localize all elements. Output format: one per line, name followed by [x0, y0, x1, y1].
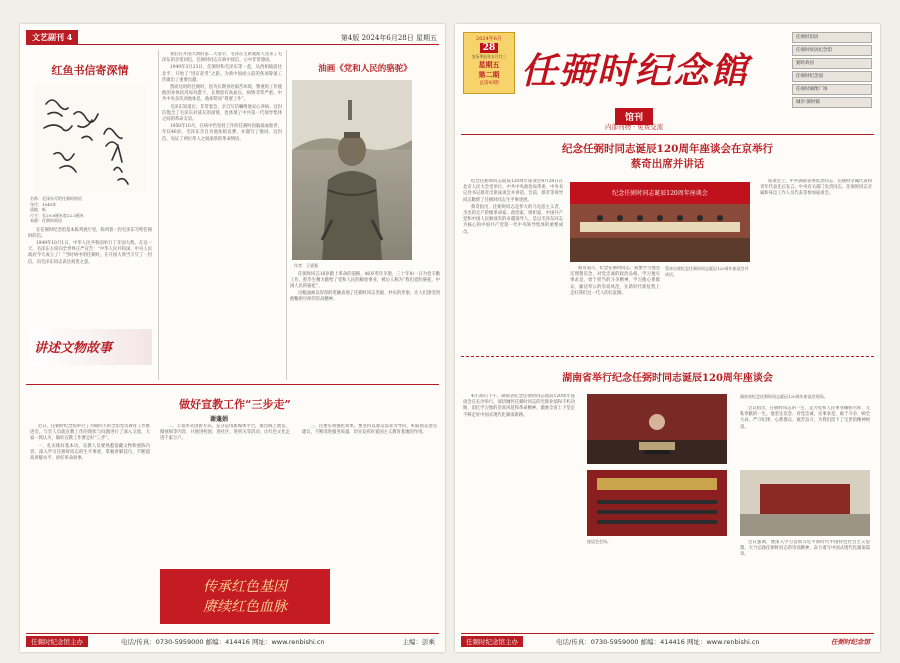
article2-title: 湖南省举行纪念任弼时同志诞辰120周年座谈会	[562, 373, 773, 384]
date-year: 2024年6月	[476, 36, 502, 42]
caption-line: 质地：纸	[30, 207, 46, 212]
left-footer	[26, 633, 439, 648]
left-page	[20, 24, 445, 652]
letter-image	[34, 84, 146, 192]
issue-info: 第4版 2024年6月28日 星期五	[340, 34, 437, 42]
article2-col1	[30, 424, 150, 630]
footer-logo: 任弼时纪念馆	[831, 638, 870, 646]
paragraph: 座谈会上，中共湖南省委负责同志、任弼时亲属代表和青年代表先后发言。中央有关部门负责同志，任弼时同志亲属和身边工作人员代表等参加座谈会。	[760, 179, 872, 197]
photo1-caption: 湖南省纪念任弼时同志诞辰120周年座谈会现场。	[740, 394, 828, 399]
article1-col3	[760, 179, 872, 349]
paragraph: 毛泽东知道后，非常着急，亲自写信嘱咐他安心养病。这封信饱含了毛泽东对战友的深情，也体现了中共第一代领导集体之间的革命友谊。	[162, 104, 282, 123]
photo-banner-text: 纪念任弼时同志诞辰120周年座谈会	[612, 190, 708, 197]
article1-photo-caption: 蔡奇出席纪念任弼时同志诞辰120周年座谈会并讲话。	[665, 266, 749, 277]
soldier-painting-icon	[292, 80, 412, 260]
article-body	[28, 228, 152, 266]
article2-col1	[463, 394, 575, 630]
paragraph: 1949年3月23日，任弼时和毛泽东等一起，从西柏坡前往北平，开始了“进京赶考”之旅。为新中国成立前的各项筹备工作做出了重要贡献。	[162, 65, 282, 83]
section-tag: 文艺副刊 4	[26, 30, 78, 45]
right-footer	[461, 633, 874, 648]
story-banner	[30, 329, 152, 365]
paragraph: 会议强调，要深入学习贯彻习近平新时代中国特色社会主义思想，大力弘扬任弼时同志的崇高精神，奋力谱写中国式现代化湖南篇章。	[740, 540, 870, 558]
paragraph: 这幅油画以浑厚的笔触表现了任弼时同志坚毅、朴实的形象，让人们感受到他鞠躬尽瘁的崇高精神。	[290, 291, 440, 303]
paragraph: 三、注重实效强化效果。要坚持以观众需求为导向，听取观众意见建议，不断改进服务质量，切实发挥好爱国主义教育基地的作用。	[302, 424, 437, 436]
nav-item: 城市·弼时镇	[792, 97, 872, 108]
right-page	[455, 24, 880, 652]
article2-photo2	[587, 470, 727, 536]
title-line: 纪念任弼时同志诞辰120周年座谈会在京举行	[562, 143, 773, 155]
article-title: 红鱼书信寄深情	[51, 64, 129, 77]
paragraph: 一、扎实练好基本功。宣教人员要熟悉馆藏文物和展陈内容，深入学习任弼时同志的生平事迹，掌握讲解技巧，不断提高讲解水平，讲好革命故事。	[30, 443, 150, 462]
paragraph: 蔡奇指出，任弼时同志是伟大的马克思主义者、杰出的无产阶级革命家、政治家、组织家，中国共产党和中国人民解放军的卓越领导人，是以毛泽东同志为核心的中国共产党第一代中央领导集体的重要成员。	[463, 204, 563, 235]
footer-info: 电话/传真：0730-5959000 邮编：414416 网址：www.renbishi.cn	[121, 638, 325, 646]
nav-list	[792, 32, 872, 110]
painting-image	[292, 80, 412, 260]
painting-section	[290, 48, 440, 378]
paragraph: 蔡奇表示，纪念任弼时同志，就要学习他坚定理想信念、对党忠诚的政治品格，学习他实事求是、勇于担当的斗争精神，学习他心系群众、廉洁奉公的崇高风范，在新时代新征程上走好我们这一代人的长征路。	[570, 266, 660, 296]
nav-item: 任弼时故居纪念馆	[792, 45, 872, 56]
title-line: 蔡奇出席并讲话	[630, 158, 705, 170]
journal-badge: 馆刊	[615, 108, 653, 125]
article2-photo3	[740, 470, 870, 536]
issue-number: 第二期	[478, 70, 500, 79]
letter-caption	[30, 196, 154, 224]
handwriting-icon	[34, 84, 146, 192]
paragraph: 二、丰富形式创新方式。充分运用新媒体平台，推出线上展览、微视频等内容，开展进校园、进社区、进机关等活动，让红色文化走进千家万户。	[160, 424, 290, 442]
banner-text: 讲述文物故事	[34, 341, 113, 356]
hall-photo-icon	[587, 470, 727, 536]
photo2-caption: 座谈会会场。	[587, 539, 611, 544]
painting-signature: 作者：王梁强	[294, 263, 318, 268]
caption-line: 名称：毛泽东写给任弼时的信	[30, 196, 82, 201]
paragraph: 我们在开国大典的第二天清早，毛泽东主席就派人送来了毛泽东的亲笔回信，任弼时同志在病中读信，心中非常感动。	[162, 52, 282, 64]
weekday: 星期五	[478, 60, 500, 69]
paragraph: 会议指出，任弼时同志的一生，是为党和人民事业鞠躬尽瘁、无私奉献的一生。他坚定信念、对党忠诚，实事求是、敢于斗争，顾全大局、严守纪律，心系群众、艰苦奋斗，为我们留下了宝贵的精神财富。	[740, 406, 870, 430]
paragraph: 任弼时同志16岁踏上革命的道路，46岁英年早逝，三十年如一日为党辛勤工作，把毕生精力献给了党和人民的解放事业，被后人称为“我们党的骆驼，中国人民的骆驼”。	[290, 271, 440, 289]
article1-col1	[463, 179, 563, 349]
article2-photo1	[587, 394, 727, 464]
paragraph: 4月30日下午，湖南省纪念任弼时同志诞辰120周年座谈会在长沙举行，深切缅怀任弼时同志的光辉业绩和不朽功勋，追忆学习他的崇高风范和革命精神，激励全省上下坚定不移走好中国式现代化湖南新路。	[463, 394, 575, 418]
caption-line: 来源：任弼时故居	[30, 218, 62, 223]
lunar-date: 农历甲辰年五月廿三	[471, 54, 507, 59]
nav-item: 任弼时纪念园	[792, 71, 872, 82]
article2-col3	[740, 406, 870, 466]
painting-title: 油画《党和人民的骆驼》	[318, 64, 412, 74]
date-box	[463, 32, 515, 94]
footer-info: 电话/传真：0730-5959000 邮编：414416 网址：www.renbishi.cn	[556, 638, 760, 646]
paragraph: 近日，任弼时纪念馆举行了为期四天的全馆党员教育工作推进会。与会人员就宣教工作的现状与问题进行了深入交流，大家一致认为，做好宣教工作要走好“三步”。	[30, 424, 150, 442]
speaker-photo-icon	[587, 394, 727, 464]
caption-line: 年代：1949年	[30, 201, 57, 207]
quote-line: 赓续红色血脉	[203, 599, 287, 615]
tagline: 内部刊物 · 免费交流	[605, 123, 664, 131]
nav-item: 任弼时旧居	[792, 32, 872, 43]
article1-title	[495, 142, 840, 172]
paragraph: 在任弼时纪念馆基本陈列展厅里，陈列着一封毛泽东写给任弼时的信。	[28, 227, 153, 239]
footer-editor: 主编：彭乘	[402, 638, 435, 646]
left-header	[26, 30, 439, 45]
article2-col4	[740, 540, 870, 630]
exhibition-photo-icon	[740, 470, 870, 536]
article2-col2	[160, 424, 290, 564]
article2-title: 做好宣教工作“三步走”	[179, 398, 291, 411]
caption-line: 尺寸：长29.8厘米宽22.3厘米	[30, 212, 84, 218]
quote-banner	[160, 569, 330, 624]
paragraph: 纪念任弼时同志诞辰120周年座谈会4月28日在北京人民大会堂举行。中共中央政治局常委、中央书记处书记蔡奇出席座谈会并讲话。会前，蔡奇等领导同志瞻仰了任弼时同志生平事迹展。	[463, 179, 563, 203]
article-letter-continued	[162, 52, 282, 382]
nav-item: 任弼时铜像广场	[792, 84, 872, 95]
article2-author: 谢蓬娟	[210, 416, 229, 423]
masthead: 任弼时纪念館	[520, 50, 749, 92]
total-issue: 总第43期	[479, 81, 499, 86]
paragraph: 然而这时的任弼时，因为长期身处艰苦环境，繁重的工作使他的身体状况每况愈下，长期患有高血压，病情非常严重。中共中央多次劝他休息，他却常说“我要工作”。	[162, 85, 282, 103]
article1-col2	[570, 266, 660, 351]
quote-line: 传承红色基因	[203, 579, 287, 595]
nav-item: 弼时故居	[792, 58, 872, 69]
paragraph: 1949年10月1日，中华人民共和国举行了开国大典。在这一天，毛泽东主席向全世界庄严宣告：“中华人民共和国、中央人民政府今天成立了！”当时病中的任弼时，在开国大典当天写了一封信，向毛泽东同志表达祝贺之意。	[28, 240, 152, 265]
article1-photo	[570, 182, 750, 262]
footer-label: 任弼时纪念馆主办	[26, 636, 88, 647]
paragraph: 1950年10月，在病中仍坚持工作的任弼时因脑溢血逝世，年仅46岁。毛泽东亲自为他扶棺送葬，并题写了挽词。这封信，见证了两位伟人之间深厚的革命情谊。	[162, 124, 282, 142]
date-day: 28	[480, 43, 498, 53]
footer-label: 任弼时纪念馆主办	[461, 636, 523, 647]
painting-body	[290, 272, 440, 304]
